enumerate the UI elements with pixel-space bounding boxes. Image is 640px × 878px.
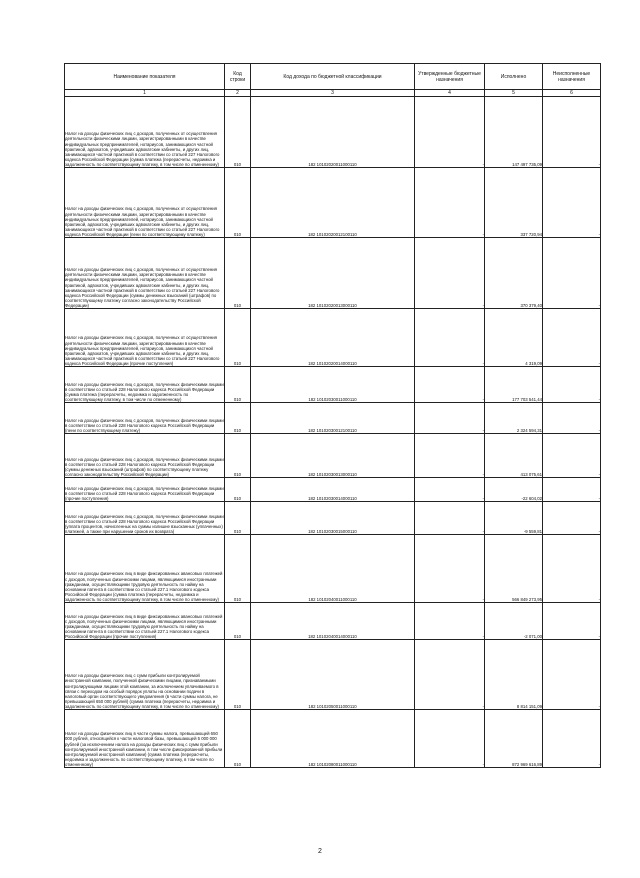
cell-unexecuted: - (543, 367, 601, 403)
cell-budget-code: 182 10102020012100110 (251, 168, 415, 238)
header-code: Код строки (225, 64, 251, 90)
cell-approved: - (415, 640, 485, 710)
cell-unexecuted: - (543, 640, 601, 710)
cell-approved: - (415, 238, 485, 309)
cell-budget-code: 182 10102040014000110 (251, 603, 415, 640)
cell-approved: - (415, 502, 485, 535)
cell-executed: 177 703 541,44 (485, 367, 543, 403)
column-number: 4 (415, 90, 485, 97)
cell-approved: - (415, 168, 485, 238)
cell-executed: 147 497 735,09 (485, 97, 543, 168)
column-number: 2 (225, 90, 251, 97)
cell-executed: 370 379,40 (485, 238, 543, 309)
table-row (65, 640, 601, 710)
cell-executed: 2 324 594,31 (485, 403, 543, 434)
cell-name: Налог на доходы физических лиц в виде фиксированных авансовых платежей с доходов, полученных физическими лицами, являющимися иностранными гражданами, осуществляющими трудовую деятельность по найму на основании патента в соответствии со статьей 227.1 Налогового кодекса Российской Федерации (прочие поступления) (65, 603, 225, 640)
table-row (65, 502, 601, 535)
cell-code: 010 (225, 434, 251, 478)
column-number: 5 (485, 90, 543, 97)
cell-name: Налог на доходы физических лиц с доходов, полученных физическими лицами в соответствии со статьей 228 Налогового кодекса Российской Федерации (сумма платежа (перерасчеты, недоимка и задолженность по соответствующему платежу, в том числе по отмененному) (65, 367, 225, 403)
income-report-table (64, 63, 601, 768)
column-number: 6 (543, 90, 601, 97)
header-unexecuted: Неисполненные назначения (543, 64, 601, 90)
table-row (65, 97, 601, 168)
cell-code: 010 (225, 640, 251, 710)
cell-approved: - (415, 710, 485, 768)
cell-unexecuted: - (543, 434, 601, 478)
table-row (65, 168, 601, 238)
cell-name: Налог на доходы физических лиц с сумм прибыли контролируемой иностранной компании, полученной физическими лицами, признаваемыми контролирующими лицами этой компании, за исключением уплачиваемого в связи с переходом на особый порядок уплаты на основании подачи в налоговый орган соответствующего уведомления (в части суммы налога, не превышающей 650 000 рублей) (сумма платежа (перерасчеты, недоимка и задолженность по соответствующему платежу, в том числе по отмененному) (65, 640, 225, 710)
cell-code: 010 (225, 502, 251, 535)
cell-name: Налог на доходы физических лиц с доходов, полученных физическими лицами в соответствии со статьей 228 Налогового кодекса Российской Федерации (прочие поступления) (65, 478, 225, 502)
cell-name: Налог на доходы физических лиц с доходов, полученных от осуществления деятельности физическими лицами, зарегистрированными в качестве индивидуальных предпринимателей, нотариусов, занимающихся частной практикой, адвокатов, учредивших адвокатские кабинеты, и других лиц, занимающихся частной практикой в соответствии со статьей 227 Налогового кодекса Российской Федерации (сумма платежа (перерасчеты, недоимка и задолженность по соответствующему платежу, в том числе по отмененному) (65, 97, 225, 168)
cell-code: 010 (225, 238, 251, 309)
table-body (65, 97, 601, 768)
cell-budget-code: 182 10102050011000110 (251, 640, 415, 710)
cell-approved: - (415, 478, 485, 502)
table-row (65, 367, 601, 403)
cell-executed: 566 849 273,95 (485, 535, 543, 603)
cell-code: 010 (225, 168, 251, 238)
cell-name: Налог на доходы физических лиц в виде фиксированных авансовых платежей с доходов, полученных физическими лицами, являющимися иностранными гражданами, осуществляющими трудовую деятельность по найму на основании патента в соответствии со статьей 227.1 Налогового кодекса Российской Федерации (сумма платежа (перерасчеты, недоимка и задолженность по соответствующему платежу, в том числе по отмененному) (65, 535, 225, 603)
cell-budget-code: 182 10102030013000110 (251, 434, 415, 478)
cell-name: Налог на доходы физических лиц с доходов, полученных от осуществления деятельности физическими лицами, зарегистрированными в качестве индивидуальных предпринимателей, нотариусов, занимающихся частной практикой, адвокатов, учредивших адвокатские кабинеты, и других лиц, занимающихся частной практикой в соответствии со статьей 227 Налогового кодекса Российской Федерации (суммы денежных взысканий (штрафов) по соответствующему платежу согласно законодательству Российской Федерации) (65, 238, 225, 309)
cell-code: 010 (225, 603, 251, 640)
cell-executed: -2 071,00 (485, 603, 543, 640)
cell-budget-code: 182 10102030014000110 (251, 478, 415, 502)
table-row (65, 309, 601, 367)
cell-unexecuted: - (543, 710, 601, 768)
cell-name: Налог на доходы физических лиц с доходов, полученных физическими лицами в соответствии со статьей 228 Налогового кодекса Российской Федерации (уплата процентов, начисленных на суммы излишне взысканных (уплаченных) платежей, а также при нарушении сроков их возврата) (65, 502, 225, 535)
cell-budget-code: 182 10102020011000110 (251, 97, 415, 168)
cell-approved: - (415, 603, 485, 640)
cell-code: 010 (225, 367, 251, 403)
cell-executed: -9 559,81 (485, 502, 543, 535)
table-row (65, 403, 601, 434)
cell-budget-code: 182 10102030011000110 (251, 367, 415, 403)
cell-budget-code: 182 10102020014000110 (251, 309, 415, 367)
cell-name: Налог на доходы физических лиц с доходов, полученных от осуществления деятельности физическими лицами, зарегистрированными в качестве индивидуальных предпринимателей, нотариусов, занимающихся частной практикой, адвокатов, учредивших адвокатские кабинеты, и других лиц, занимающихся частной практикой в соответствии со статьей 227 Налогового кодекса Российской Федерации (пени по соответствующему платежу) (65, 168, 225, 238)
table-row (65, 434, 601, 478)
cell-budget-code: 182 10102020013000110 (251, 238, 415, 309)
cell-unexecuted: - (543, 603, 601, 640)
cell-code: 010 (225, 97, 251, 168)
header-approved: Утвержденные бюджетные назначения (415, 64, 485, 90)
cell-budget-code: 182 10102080011000110 (251, 710, 415, 768)
cell-unexecuted: - (543, 502, 601, 535)
cell-unexecuted: - (543, 97, 601, 168)
cell-approved: - (415, 309, 485, 367)
cell-budget-code: 182 10102030012100110 (251, 403, 415, 434)
cell-unexecuted: - (543, 309, 601, 367)
cell-code: 010 (225, 403, 251, 434)
table-row (65, 238, 601, 309)
cell-budget-code: 182 10102030015000110 (251, 502, 415, 535)
cell-name: Налог на доходы физических лиц в части суммы налога, превышающей 650 000 рублей, относящейся к части налоговой базы, превышающей 5 000 000 рублей (за исключением налога на доходы физических лиц с сумм прибыли контролируемой иностранной компании, в том числе фиксированной прибыли контролируемой иностранной компании) (сумма платежа (перерасчеты, недоимка и задолженность по соответствующему платежу, в том числе по отмененному) (65, 710, 225, 768)
page-number: 2 (318, 848, 322, 855)
cell-approved: - (415, 97, 485, 168)
column-number: 3 (251, 90, 415, 97)
cell-executed: 4 319,09 (485, 309, 543, 367)
cell-unexecuted: - (543, 403, 601, 434)
cell-unexecuted: - (543, 238, 601, 309)
table-row (65, 603, 601, 640)
cell-unexecuted: - (543, 535, 601, 603)
cell-approved: - (415, 367, 485, 403)
cell-approved: - (415, 403, 485, 434)
table-row (65, 478, 601, 502)
cell-name: Налог на доходы физических лиц с доходов, полученных физическими лицами в соответствии со статьей 228 Налогового кодекса Российской Федерации (суммы денежных взысканий (штрафов) по соответствующему платежу согласно законодательству Российской Федерации) (65, 434, 225, 478)
cell-budget-code: 182 10102040011000110 (251, 535, 415, 603)
cell-code: 010 (225, 535, 251, 603)
cell-approved: - (415, 535, 485, 603)
cell-approved: - (415, 434, 485, 478)
cell-executed: 872 969 616,89 (485, 710, 543, 768)
cell-unexecuted: - (543, 168, 601, 238)
table-header-row (65, 64, 601, 90)
cell-executed: 337 720,94 (485, 168, 543, 238)
cell-unexecuted: - (543, 478, 601, 502)
column-number-row (65, 90, 601, 97)
cell-code: 010 (225, 478, 251, 502)
cell-name: Налог на доходы физических лиц с доходов, полученных физическими лицами в соответствии со статьей 228 Налогового кодекса Российской Федерации (пени по соответствующему платежу) (65, 403, 225, 434)
column-number: 1 (65, 90, 225, 97)
cell-executed: 8 814 151,09 (485, 640, 543, 710)
table-row (65, 535, 601, 603)
cell-code: 010 (225, 710, 251, 768)
header-executed: Исполнено (485, 64, 543, 90)
table-row (65, 710, 601, 768)
cell-executed: -22 604,02 (485, 478, 543, 502)
cell-name: Налог на доходы физических лиц с доходов, полученных от осуществления деятельности физическими лицами, зарегистрированными в качестве индивидуальных предпринимателей, нотариусов, занимающихся частной практикой, адвокатов, учредивших адвокатские кабинеты, и других лиц, занимающихся частной практикой в соответствии со статьей 227 Налогового кодекса Российской Федерации (прочие поступления) (65, 309, 225, 367)
cell-executed: 413 075,61 (485, 434, 543, 478)
header-budget-code: Код дохода по бюджетной классификации (251, 64, 415, 90)
cell-code: 010 (225, 309, 251, 367)
header-name: Наименование показателя (65, 64, 225, 90)
